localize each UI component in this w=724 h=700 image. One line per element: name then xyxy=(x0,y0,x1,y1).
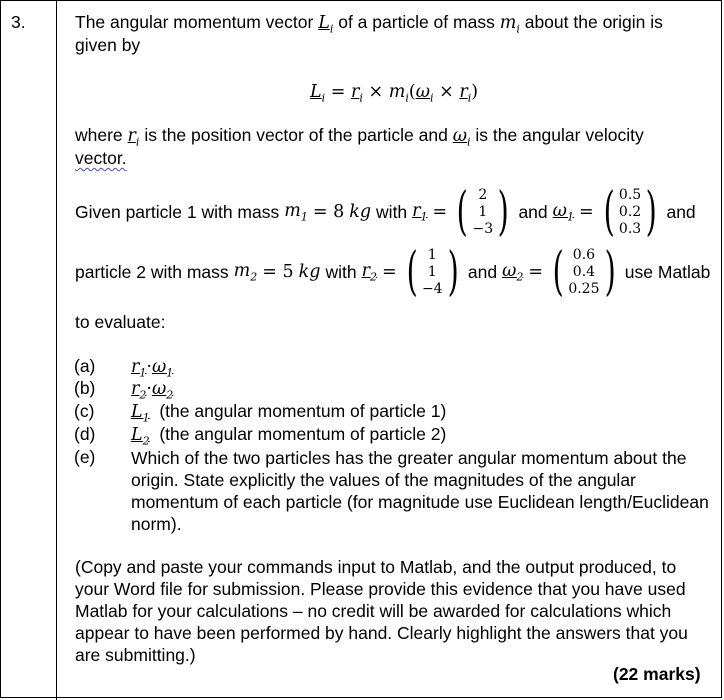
where-line-1: where $r_i$ is the position vector of the particle and $\omega_i$ is the angular velocity xyxy=(75,125,644,149)
given-particle-1: Given particle 1 with mass $m_1$ = 8 kg with $r_1$ = ( 2 1 −3 ) and $\omega_1$ = ( 0.5 0.2 0.3 ) and xyxy=(75,182,696,242)
part-e-text: Which of the two particles has the greater angular momentum about the origin. State explicitly the values of the magnitudes of the angular momentum of each particle (for magnitude use Euclidean length/Euclidean norm). xyxy=(131,448,709,534)
part-b-label: (b) xyxy=(74,378,96,398)
part-b-expr: $r_2\cdot\omega_2$ xyxy=(131,379,174,402)
where-line-2: vector. xyxy=(75,148,127,168)
part-a-expr: $r_1\cdot\omega_1$ xyxy=(131,357,174,380)
part-e-label: (e) xyxy=(74,447,96,467)
given-particle-2: particle 2 with mass $m_2$ = 5 kg with $r_2$ = ( 1 1 −4 ) and $\omega_2$ = ( 0.6 0.4 0.25 ) use Matlab xyxy=(75,242,711,302)
submission-note: (Copy and paste your commands input to Matlab, and the output produced, to your Word file for submission. Please provide this evidence that you have used Matlab for your calculations – no credit will be awarded for calculations which appear to have been performed by hand. Clearly highlight the answers that you are submitting.) xyxy=(75,557,688,665)
part-c-text: $L_1$ (the angular momentum of particle 1) xyxy=(131,401,447,425)
column-divider xyxy=(56,0,57,700)
to-evaluate: to evaluate: xyxy=(75,312,166,332)
part-c-label: (c) xyxy=(74,401,95,421)
part-d-label: (d) xyxy=(74,424,96,444)
omega2-vector: ( 0.6 0.4 0.25 ) xyxy=(552,242,616,302)
intro-line-2: given by xyxy=(75,35,141,55)
r1-vector: ( 2 1 −3 ) xyxy=(456,182,509,242)
angular-momentum-equation: $L_i = r_i \times m_i(\omega_i \times r_i)$ xyxy=(310,82,479,105)
part-a-label: (a) xyxy=(74,356,96,376)
omega1-vector: ( 0.5 0.2 0.3 ) xyxy=(603,182,657,242)
intro-line-1: The angular momentum vector $L_i$ of a particle of mass $m_i$ about the origin is xyxy=(75,12,663,36)
r2-vector: ( 1 1 −4 ) xyxy=(406,242,459,302)
part-d-text: $L_2$ (the angular momentum of particle 2) xyxy=(131,424,447,448)
question-number: 3. xyxy=(11,12,26,32)
marks: (22 marks) xyxy=(613,664,701,684)
